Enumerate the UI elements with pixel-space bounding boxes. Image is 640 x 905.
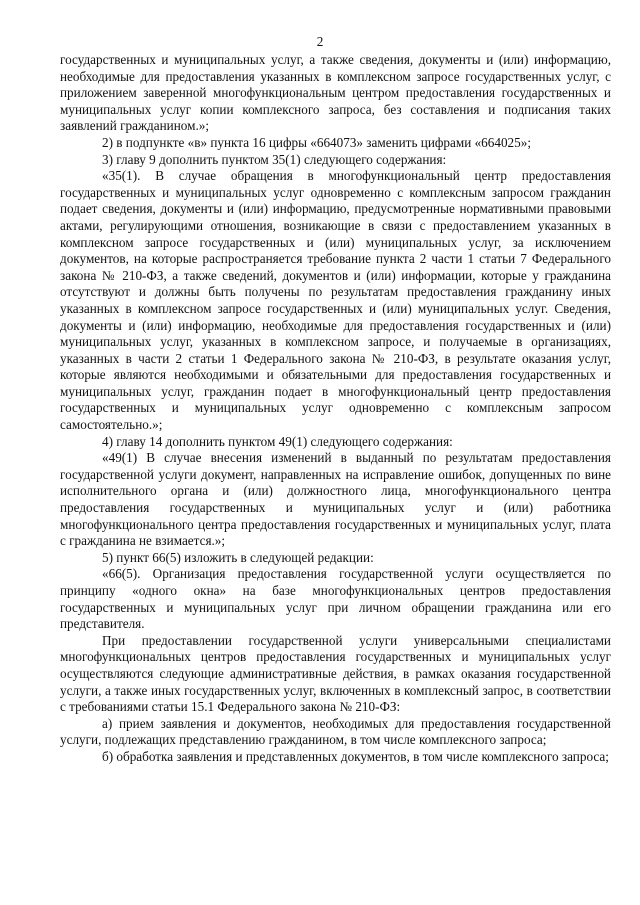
paragraph: а) прием заявления и документов, необходимых для предоставления государственной услуги, подлежащих представлению гражданином, в том числе комплексного запроса; bbox=[60, 715, 611, 748]
paragraph: «49(1) В случае внесения изменений в выданный по результатам предоставления государственной услуги документ, направленных на исправление ошибок, допущенных по вине исполнительного органа и (или) должностного лица, многофункционального центра предоставления государственных и муниципальных услуг и (или) работника многофункционального центра предоставления государственных и муниципальных услуг, плата с гражданина не взимается.»; bbox=[60, 450, 611, 549]
paragraph: 3) главу 9 дополнить пунктом 35(1) следующего содержания: bbox=[102, 151, 447, 167]
page-number: 2 bbox=[316, 34, 324, 49]
paragraph: б) обработка заявления и представленных документов, в том числе комплексного запроса; bbox=[102, 748, 609, 764]
document-body bbox=[60, 52, 611, 766]
paragraph: «35(1). В случае обращения в многофункциональный центр предоставления государственных и муниципальных услуг одновременно с комплексным запросом гражданин подает сведения, документы и (или) информацию, предусмотренные нормативными правовыми актами, регулирующими отношения, возникающие в связи с предоставлением указанных в комплексном запросе государственных и (или) муниципальных услуг, за исключением документов, на которые распространяется требование пункта 2 части 1 статьи 7 Федерального закона № 210-ФЗ, а также сведений, документов и (или) информации, которые у гражданина отсутствуют и должны быть получены по результатам предоставления гражданину иных указанных в комплексном запросе государственных и (или) муниципальных услуг. Сведения, документы и (или) информацию, необходимые для предоставления государственных и (или) муниципальных услуг, указанных в комплексном запросе, и получаемые в организациях, указанных в части 2 статьи 1 Федерального закона № 210-ФЗ, в результате оказания услуг, которые являются необходимыми и обязательными для предоставления государственных и муниципальных услуг, гражданин подает в многофункциональный центр предоставления государственных и муниципальных услуг одновременно с комплексным запросом самостоятельно.»; bbox=[60, 168, 611, 433]
paragraph: 5) пункт 66(5) изложить в следующей редакции: bbox=[102, 549, 374, 565]
paragraph: 2) в подпункте «в» пункта 16 цифры «664073» заменить цифрами «664025»; bbox=[102, 134, 531, 150]
paragraph: 4) главу 14 дополнить пунктом 49(1) следующего содержания: bbox=[102, 433, 453, 449]
paragraph: «66(5). Организация предоставления государственной услуги осуществляется по принципу «одного окна» на базе многофункциональных центров предоставления государственных и муниципальных услуг при личном обращении гражданина или его представителя. bbox=[60, 566, 611, 632]
paragraph: При предоставлении государственной услуги универсальными специалистами многофункциональных центров предоставления государственных и муниципальных услуг осуществляются следующие административные действия, в рамках оказания государственной услуги, а также иных государственных услуг, включенных в комплексный запрос, в соответствии с требованиями статьи 15.1 Федерального закона № 210-ФЗ: bbox=[60, 632, 611, 715]
paragraph: государственных и муниципальных услуг, а также сведения, документы и (или) информацию, необходимые для предоставления указанных в комплексном запросе государственных услуг, с приложением заверенной многофункциональным центром предоставления государственных и муниципальных услуг копии комплексного запроса, без составления и подписания таких заявлений гражданином.»; bbox=[60, 52, 611, 134]
